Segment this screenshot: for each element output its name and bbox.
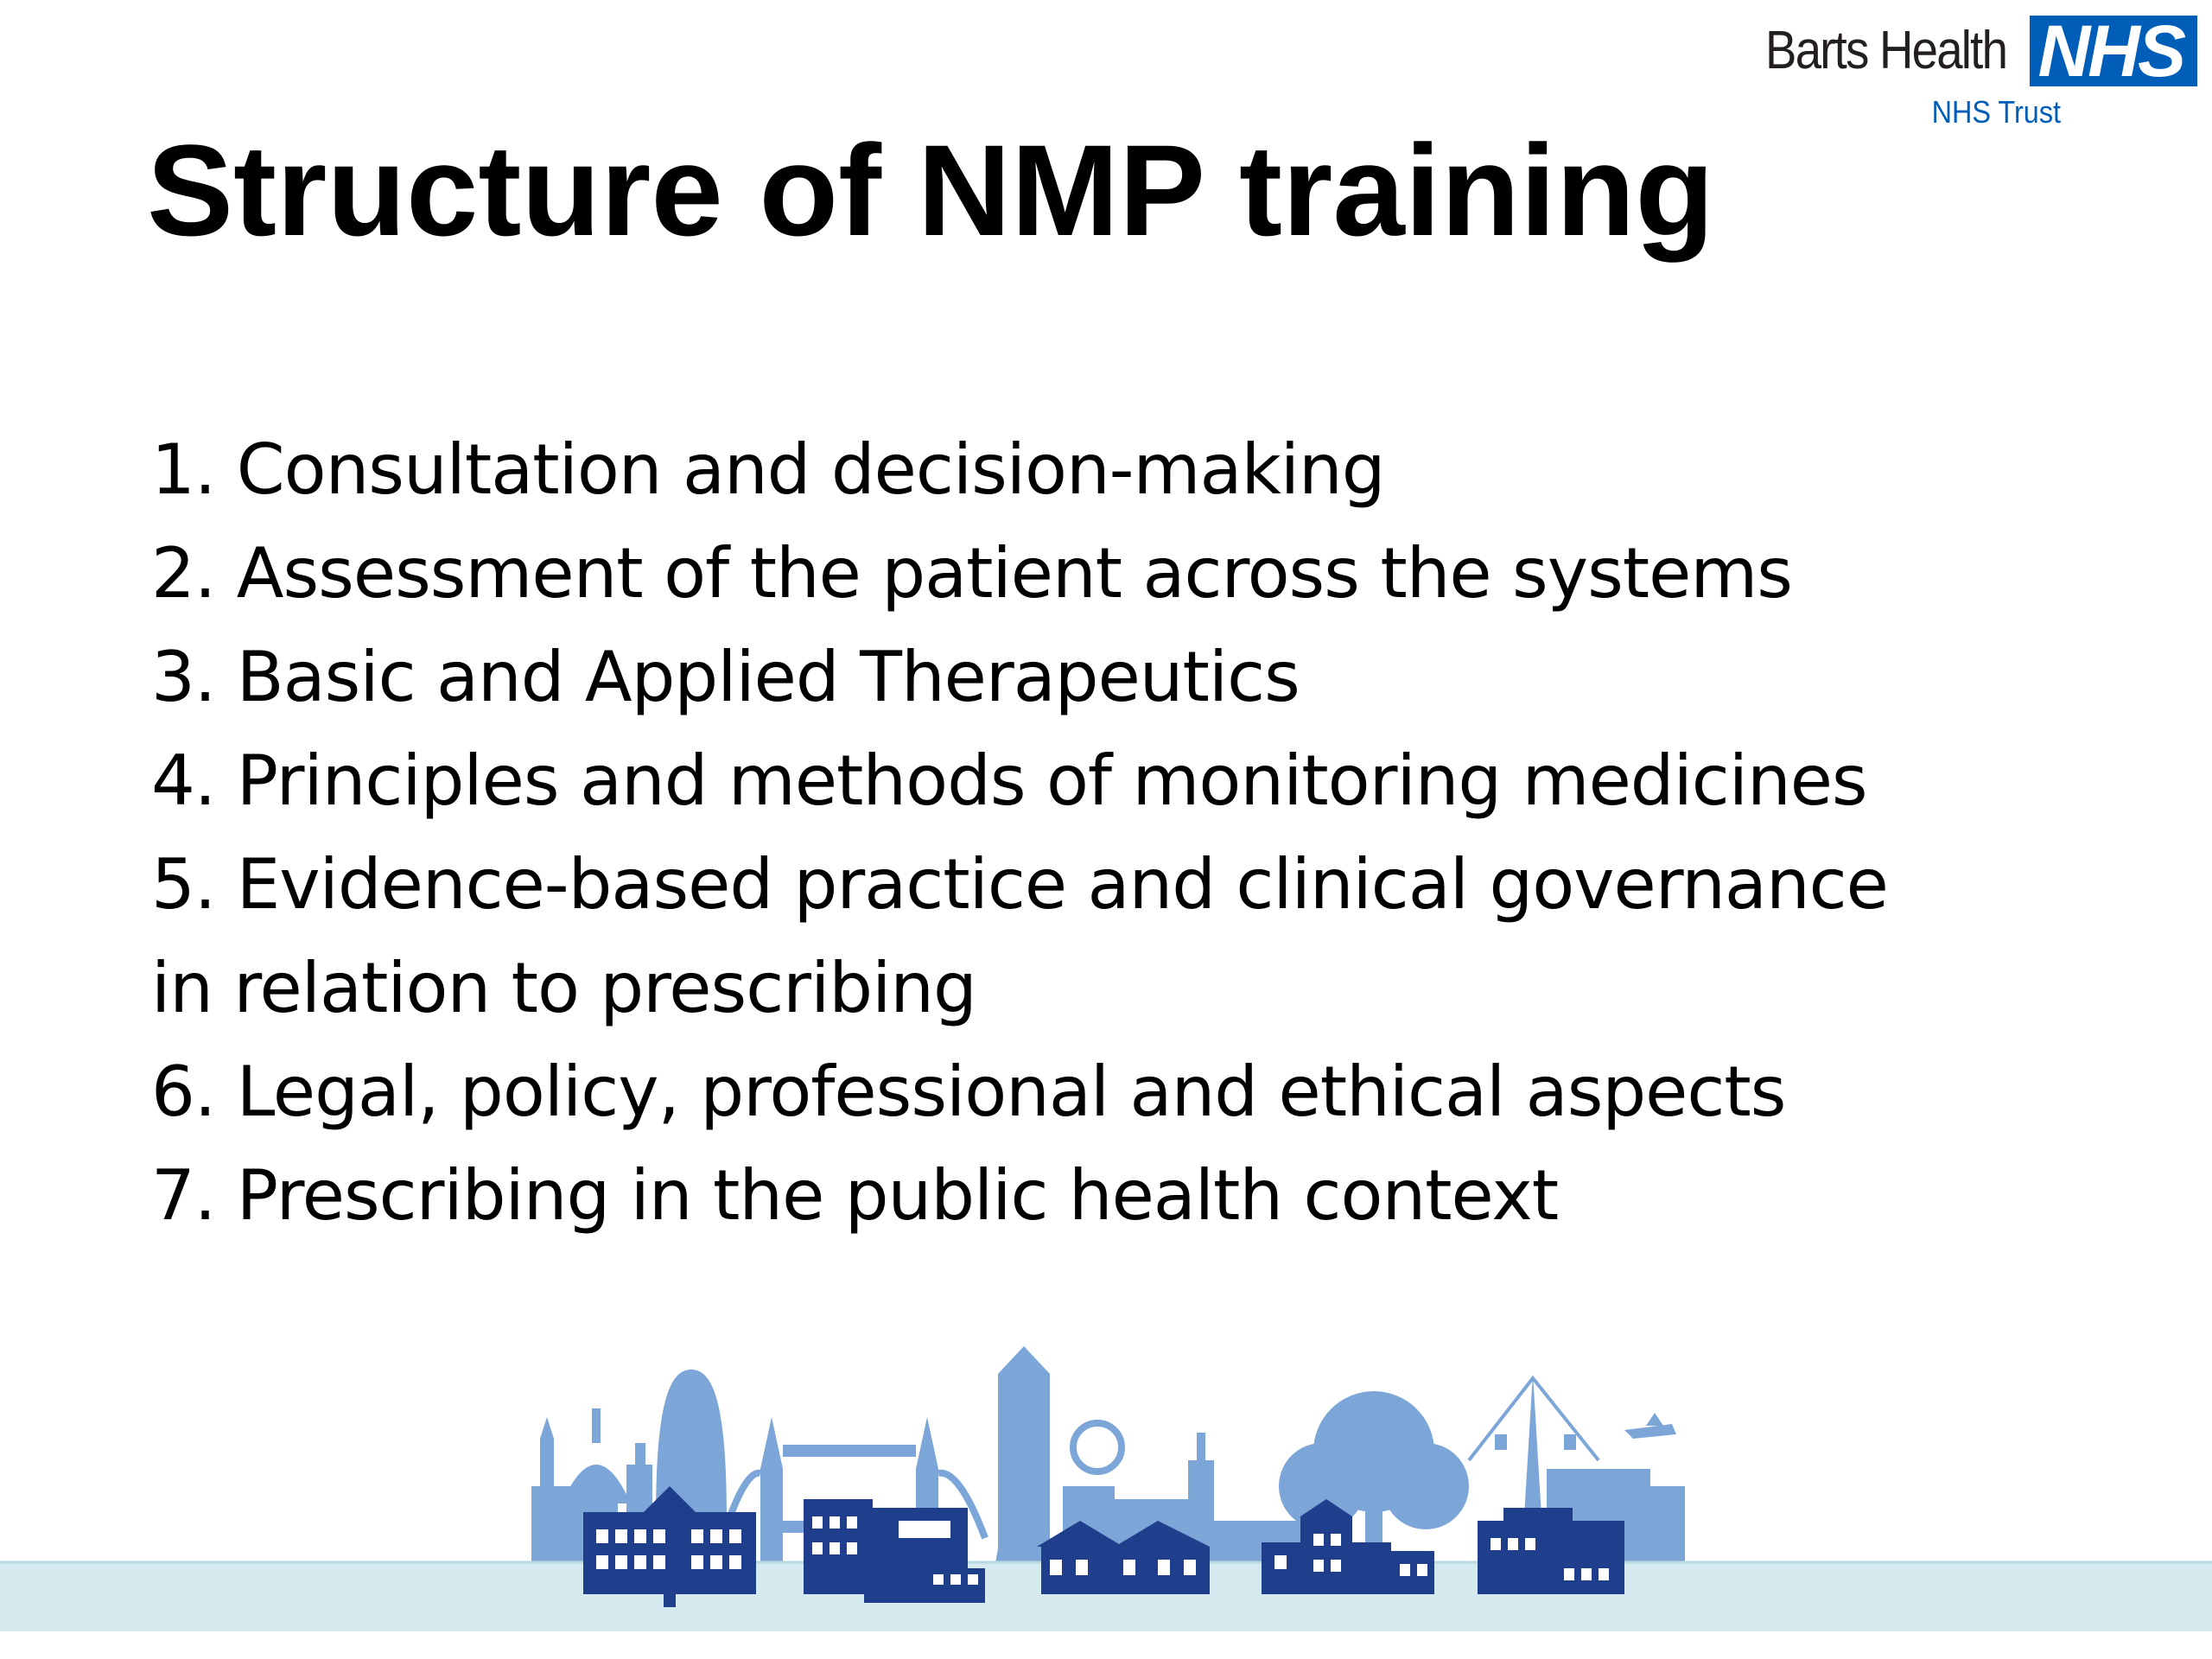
list-item: 2. Assessment of the patient across the systems [151,533,1792,613]
slide-title: Structure of NMP training [147,118,1714,263]
list-item: 1. Consultation and decision-making [151,429,1385,510]
list-item: 4. Principles and methods of monitoring medicines [151,741,1867,821]
logo-subtitle: NHS Trust [1931,94,2061,130]
list-item: 5. Evidence-based practice and clinical governance [151,844,1888,925]
london-skyline-illustration [0,1331,2212,1659]
list-item: 7. Prescribing in the public health context [151,1155,1559,1236]
nhs-badge: NHS [2030,16,2197,86]
logo-org-name: Barts Health [1765,21,2007,80]
logo-row [1732,10,2197,92]
barts-health-logo [1732,10,2197,130]
list-item: in relation to prescribing [151,948,976,1028]
list-item: 6. Legal, policy, professional and ethical aspects [151,1052,1786,1132]
list-item: 3. Basic and Applied Therapeutics [151,637,1300,717]
training-list [151,418,2052,1248]
